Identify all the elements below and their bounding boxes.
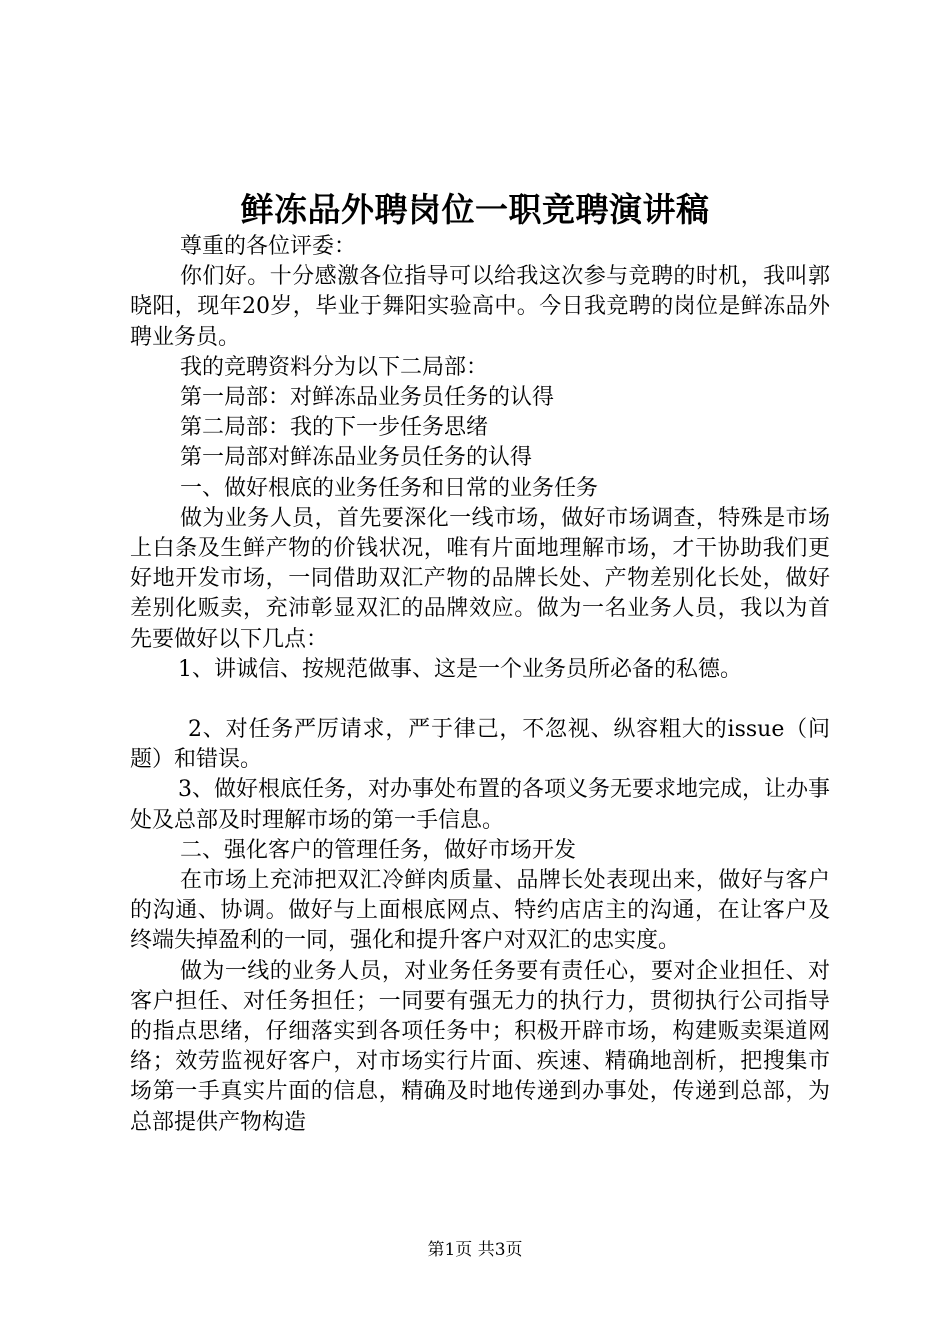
paragraph-outline: 我的竞聘资料分为以下二局部：: [180, 354, 489, 380]
paragraph-point-one: 1、讲诚信、按规范做事、这是一个业务员所必备的私德。: [178, 656, 742, 682]
document-body: [130, 232, 830, 1138]
page-number-footer: 第1页 共3页: [427, 1240, 523, 1260]
document-title: 鲜冻品外聘岗位一职竞聘演讲稿: [240, 190, 710, 229]
paragraph-point-two: 2、对任务严厉请求，严于律己，不忽视、纵容粗大的issue（问题）和错误。: [130, 717, 830, 773]
blank-line: [130, 685, 830, 715]
paragraph-part-one-heading: 第一局部：对鲜冻品业务员任务的认得: [180, 385, 555, 411]
paragraph-subsection-one: 一、做好根底的业务任务和日常的业务任务: [180, 475, 599, 501]
paragraph-greeting: 你们好。十分感激各位指导可以给我这次参与竞聘的时机，我叫郭晓阳，现年20岁，毕业于舞阳实验高中。今日我竞聘的岗位是鲜冻品外聘业务员。: [130, 264, 830, 350]
paragraph-customer-management: 在市场上充沛把双汇冷鲜肉质量、品牌长处表现出来，做好与客户的沟通、协调。做好与上面根底网点、特约店店主的沟通，在让客户及终端失掉盈利的一同，强化和提升客户对双汇的忠实度。: [130, 868, 830, 954]
paragraph-part-two-heading: 第二局部：我的下一步任务思绪: [180, 415, 489, 441]
paragraph-salutation: 尊重的各位评委：: [180, 234, 357, 259]
paragraph-frontline-duties: 做为一线的业务人员，对业务任务要有责任心，要对企业担任、对客户担任、对任务担任；一同要有强无力的执行力，贯彻执行公司指导的指点思绪，仔细落实到各项任务中；积极开辟市场，构建贩卖渠道网络；效劳监视好客户，对市场实行片面、疾速、精确地剖析，把搜集市场第一手真实片面的信息，精确及时地传递到办事处，传递到总部，为总部提供产物构造: [130, 958, 830, 1135]
paragraph-section-heading: 第一局部对鲜冻品业务员任务的认得: [180, 445, 533, 471]
paragraph-subsection-two: 二、强化客户的管理任务，做好市场开发: [180, 837, 577, 863]
paragraph-point-three: 3、做好根底任务，对办事处布置的各项义务无要求地完成，让办事处及总部及时理解市场的第一手信息。: [130, 777, 830, 833]
paragraph-business-intro: 做为业务人员，首先要深化一线市场，做好市场调查，特殊是市场上白条及生鲜产物的价钱状况，唯有片面地理解市场，才干协助我们更好地开发市场，一同借助双汇产物的品牌长处、产物差别化长处，做好差别化贩卖，充沛彰显双汇的品牌效应。做为一名业务人员，我以为首先要做好以下几点：: [130, 505, 830, 652]
